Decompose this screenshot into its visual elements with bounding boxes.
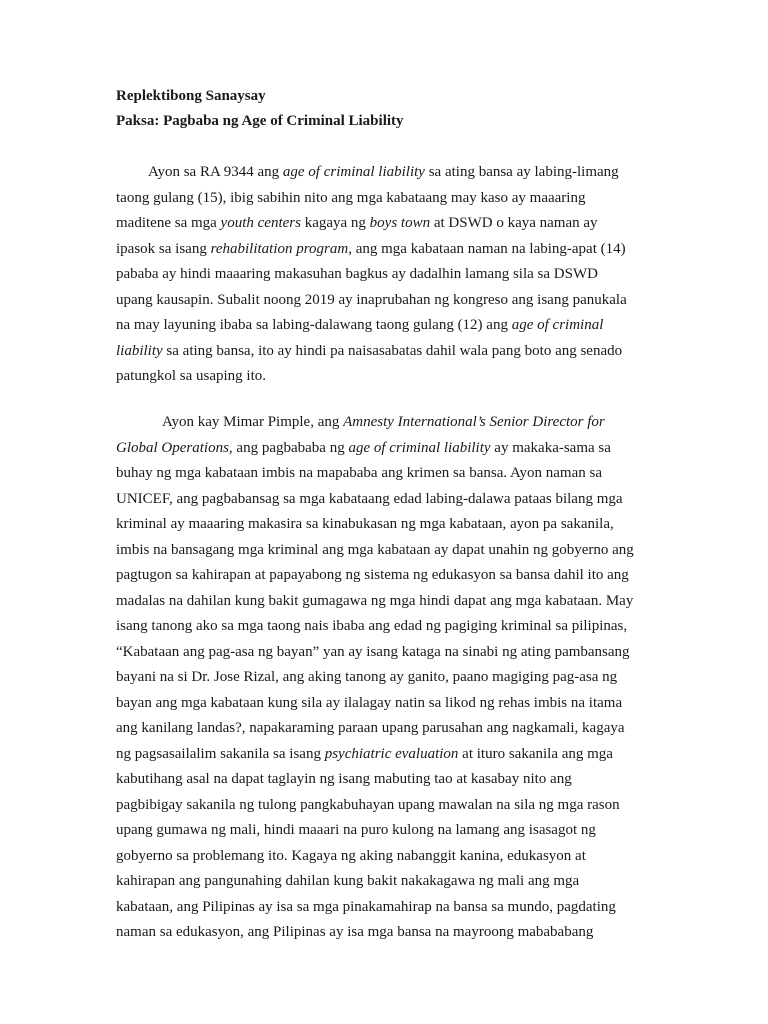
text-line (116, 920, 656, 946)
italic-text-run: youth centers (220, 215, 301, 231)
text-line (116, 186, 656, 212)
text-run: pagtugon sa kahirapan at papayabong ng sistema ng edukasyon sa bansa dahil ito ang (116, 567, 629, 583)
text-line (116, 410, 656, 436)
text-line (116, 160, 656, 186)
text-line (116, 742, 656, 768)
text-run: madalas na dahilan kung bakit gumagawa ng mga hindi dapat ang mga kabataan. May (116, 592, 634, 609)
italic-text-run: liability (116, 342, 163, 359)
italic-text-run: Amnesty International’s Senior Director for (343, 414, 605, 430)
italic-text-run: rehabilitation program, (210, 240, 352, 257)
text-line (116, 716, 656, 742)
document-topic: Paksa: Pagbaba ng Age of Criminal Liability (116, 113, 404, 129)
text-run: bayan ang mga kabataan kung sila ay ilalagay natin sa likod ng rehas imbis na itama (116, 694, 623, 711)
text-run: imbis na bansagang mga kriminal ang mga kabataan ay dapat unahin ng gobyerno ang (116, 541, 634, 558)
text-line (116, 538, 656, 564)
text-run: gobyerno sa problemang ito. Kagaya ng aking nabanggit kanina, edukasyon at (116, 847, 586, 864)
text-line (116, 640, 656, 666)
text-run: kagaya ng (300, 215, 370, 231)
text-line (116, 237, 656, 263)
text-run: UNICEF, ang pagbabansag sa mga kabataang edad labing-dalawa pataas bilang mga (116, 490, 623, 507)
text-line (116, 665, 656, 691)
text-line (116, 487, 656, 513)
text-line (116, 211, 656, 237)
text-run: upang kausapin. Subalit noong 2019 ay inaprubahan ng kongreso ang isang panukala (116, 291, 627, 308)
text-line (116, 869, 656, 895)
text-line (116, 844, 656, 870)
text-run: na may layuning ibaba sa labing-dalawang taong gulang (12) ang (116, 317, 512, 333)
text-run: maditene sa mga (116, 215, 221, 231)
text-line (116, 589, 656, 615)
text-line (116, 614, 656, 640)
text-line (116, 818, 656, 844)
text-line (116, 262, 656, 288)
text-run: taong gulang (15), ibig sabihin nito ang mga kabataang may kaso ay maaaring (116, 189, 586, 206)
text-run: buhay ng mga kabataan imbis na mapababa ang krimen sa bansa. Ayon naman sa (116, 465, 602, 481)
text-line (116, 767, 656, 793)
text-run: ng pagsasailalim sakanila sa isang (116, 745, 325, 762)
italic-text-run: psychiatric evaluation (324, 745, 459, 762)
text-run: ang kanilang landas?, napakaraming paraan upang parusahan ang nagkamali, kagaya (116, 720, 625, 736)
text-run: ang pagbababa ng (232, 439, 349, 456)
text-run: upang gumawa ng mali, hindi maaari na puro kulong na lamang ang isasagot ng (116, 822, 596, 838)
text-run: ang mga kabataan naman na labing-apat (14) (351, 240, 626, 257)
text-run: bayani na si Dr. Jose Rizal, ang aking tanong ay ganito, paano magiging pag-asa ng (116, 669, 618, 685)
text-run: naman sa edukasyon, ang Pilipinas ay isa mga bansa na mayroong mabababang (116, 924, 594, 940)
text-run: Ayon sa RA 9344 ang (148, 164, 283, 180)
text-run: kabutihang asal na dapat taglayin ng isang mabuting tao at kasabay nito ang (116, 771, 572, 787)
italic-text-run: boys town (369, 215, 431, 231)
text-run: pababa ay hindi maaaring makasuhan bagkus ay dadalhin lamang sila sa DSWD (116, 266, 598, 282)
text-line (116, 691, 656, 717)
text-line (116, 288, 656, 314)
text-line (116, 364, 656, 390)
text-run: sa ating bansa, ito ay hindi pa naisasabatas dahil wala pang boto ang senado (162, 342, 623, 359)
italic-text-run: age of criminal liability (282, 164, 425, 180)
document-title: Replektibong Sanaysay (116, 88, 266, 104)
text-line (116, 512, 656, 538)
text-run: Ayon kay Mimar Pimple, ang (162, 414, 344, 430)
text-line (116, 436, 656, 462)
text-run: isang tanong ako sa mga taong nais ibaba ang edad ng pagiging kriminal sa pilipinas, (116, 618, 628, 634)
paragraph-2 (116, 410, 656, 946)
text-run: at DSWD o kaya naman ay (430, 215, 598, 231)
text-run: at ituro sakanila ang mga (458, 745, 613, 762)
text-line (116, 563, 656, 589)
text-line (116, 313, 656, 339)
paragraph-1 (116, 160, 656, 390)
text-run: kahirapan ang pangunahing dahilan kung bakit nakakagawa ng mali ang mga (116, 873, 580, 889)
text-run: patungkol sa usaping ito. (116, 368, 266, 384)
italic-text-run: Global Operations, (116, 439, 233, 456)
text-line (116, 895, 656, 921)
text-run: kabataan, ang Pilipinas ay isa sa mga pinakamahirap na bansa sa mundo, pagdating (116, 898, 616, 915)
text-line (116, 793, 656, 819)
text-run: sa ating bansa ay labing-limang (424, 164, 619, 180)
italic-text-run: age of criminal liability (348, 439, 491, 456)
text-run: ipasok sa isang (116, 240, 211, 257)
text-run: ay makaka-sama sa (490, 439, 611, 456)
text-run: “Kabataan ang pag-asa ng bayan” yan ay isang kataga na sinabi ng ating pambansang (116, 643, 630, 660)
text-run: kriminal ay maaaring makasira sa kinabukasan ng mga kabataan, ayon pa sakanila, (116, 516, 614, 532)
text-run: pagbibigay sakanila ng tulong pangkabuhayan upang mawalan na sila ng mga rason (116, 796, 620, 813)
text-line (116, 461, 656, 487)
italic-text-run: age of criminal (511, 317, 604, 333)
text-line (116, 339, 656, 365)
